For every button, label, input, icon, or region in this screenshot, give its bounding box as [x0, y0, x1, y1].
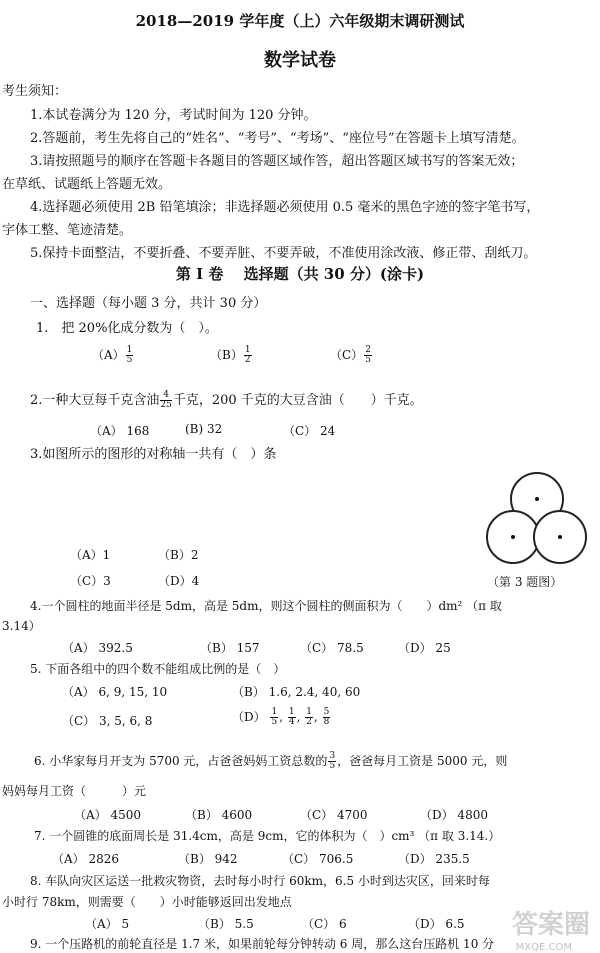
- three-circles-figure: [486, 472, 586, 562]
- section-title: 第 I 卷 选择题（共 30 分）(涂卡): [175, 265, 425, 283]
- notice-item-3: 3.请按照题号的顺序在答题卡各题目的答题区域作答，超出答题区域书写的答案无效；: [30, 154, 524, 169]
- q3-option-d[interactable]: （D）4: [158, 574, 200, 588]
- q6-option-b[interactable]: （B） 4600: [185, 808, 253, 822]
- notice-heading: 考生须知：: [2, 84, 68, 99]
- notice-item-2: 2.答题前，考生先将自己的“姓名”、“考号”、“考场”、“座位号”在答题卡上填写清楚。: [30, 131, 525, 146]
- q2-option-a[interactable]: （A） 168: [90, 424, 150, 438]
- q7-option-b[interactable]: （B） 942: [178, 852, 238, 866]
- part-heading: 一、选择题（每小题 3 分，共计 30 分）: [30, 296, 267, 311]
- q6-stem: 6. 小华家每月开支为 5700 元，占爸爸妈妈工资总数的 $\frac{3}{5}$ ，爸爸每月工资是 5000 元，则: [34, 751, 508, 771]
- q4-stem: 4.一个圆柱的地面半径是 5dm，高是 5dm，则这个圆柱的侧面积为（ ）dm² （π 取: [30, 599, 502, 613]
- notice-item-4: 4.选择题必须使用 2B 铅笔填涂；非选择题必须使用 0.5 毫米的黑色字迹的签字笔书写，: [30, 200, 540, 215]
- notice-item-4-cont: 字体工整、笔迹清楚。: [2, 223, 133, 238]
- q1-stem: 1. 把 20%化成分数为（ ）。: [36, 321, 218, 336]
- q2-option-b[interactable]: (B) 32: [185, 422, 223, 436]
- center-dot: [558, 535, 562, 539]
- q9-stem: 9. 一个压路机的前轮直径是 1.7 米，如果前轮每分钟转动 6 周，那么这台压路机 10 分: [30, 937, 495, 951]
- center-dot: [535, 497, 539, 501]
- q6-stem-cont: 妈妈每月工资（ ）元: [2, 784, 147, 798]
- circle-right: [533, 510, 587, 564]
- q8-stem-cont: 小时行 78km，则需要（ ）小时能够返回出发地点: [2, 895, 292, 909]
- q6-option-c[interactable]: （C） 4700: [300, 808, 368, 822]
- q4-option-d[interactable]: （D） 25: [398, 641, 451, 655]
- q4-option-a[interactable]: （A） 392.5: [62, 641, 133, 655]
- q6-option-d[interactable]: （D） 4800: [420, 808, 488, 822]
- notice-item-5: 5.保持卡面整洁，不要折叠、不要弄脏、不要弄破，不准使用涂改液、修正带、刮纸刀。: [30, 246, 537, 261]
- q7-option-d[interactable]: （D） 235.5: [398, 852, 470, 866]
- notice-item-3-cont: 在草纸、试题纸上答题无效。: [2, 177, 172, 192]
- q1-option-a[interactable]: （A） $\frac{1}{5}$: [92, 345, 133, 365]
- q6-option-a[interactable]: （A） 4500: [74, 808, 142, 822]
- q4-stem-cont: 3.14）: [2, 619, 41, 633]
- q3-option-a[interactable]: （A）1: [70, 548, 111, 562]
- q3-stem: 3.如图所示的图形的对称轴一共有（ ）条: [30, 447, 277, 462]
- q8-stem: 8. 车队向灾区运送一批救灾物资，去时每小时行 60km，6.5 小时到达灾区，回来时每: [30, 874, 490, 888]
- q8-option-d[interactable]: （D） 6.5: [408, 917, 465, 931]
- q5-option-c[interactable]: （C） 3, 5, 6, 8: [62, 714, 153, 728]
- exam-title: 2018—2019 学年度（上）六年级期末调研测试: [135, 12, 465, 30]
- q8-option-b[interactable]: （B） 5.5: [198, 917, 254, 931]
- q5-option-a[interactable]: （A） 6, 9, 15, 10: [62, 685, 168, 699]
- q5-stem: 5. 下面各组中的四个数不能组成比例的是（ ）: [30, 662, 286, 676]
- center-dot: [511, 535, 515, 539]
- q8-option-c[interactable]: （C） 6: [302, 917, 347, 931]
- q8-option-a[interactable]: （A） 5: [85, 917, 130, 931]
- circle-left: [486, 510, 540, 564]
- q7-stem: 7. 一个圆锥的底面周长是 31.4cm，高是 9cm，它的体积为（ ）cm³ （π 取 3.14.）: [34, 829, 501, 843]
- q5-option-d[interactable]: （D） $\frac{1}{5}$ , $\frac{1}{4}$ , $\frac{1}{2}$ , $\frac{5}{8}$: [232, 707, 330, 727]
- q2-option-c[interactable]: （C） 24: [283, 424, 336, 438]
- watermark-logo: 答案圈: [511, 910, 590, 940]
- figure-caption: （第 3 题图）: [487, 575, 563, 589]
- q1-option-c[interactable]: （C） $\frac{2}{5}$: [330, 345, 371, 365]
- notice-item-1: 1.本试卷满分为 120 分，考试时间为 120 分钟。: [30, 108, 317, 123]
- q3-option-c[interactable]: （C）3: [70, 574, 111, 588]
- exam-subtitle: 数学试卷: [264, 50, 336, 71]
- q5-option-b[interactable]: （B） 1.6, 2.4, 40, 60: [232, 685, 361, 699]
- q4-option-c[interactable]: （C） 78.5: [300, 641, 364, 655]
- q3-option-b[interactable]: （B）2: [158, 548, 199, 562]
- q7-option-a[interactable]: （A） 2826: [52, 852, 120, 866]
- watermark-url: MXQE.COM: [515, 942, 572, 953]
- q4-option-b[interactable]: （B） 157: [200, 641, 260, 655]
- q1-option-b[interactable]: （B） $\frac{1}{2}$: [210, 345, 251, 365]
- q7-option-c[interactable]: （C） 706.5: [282, 852, 354, 866]
- q2-stem: 2.一种大豆每千克含油 $\frac{4}{25}$ 千克，200 千克的大豆含油（ ）千克。: [30, 390, 423, 410]
